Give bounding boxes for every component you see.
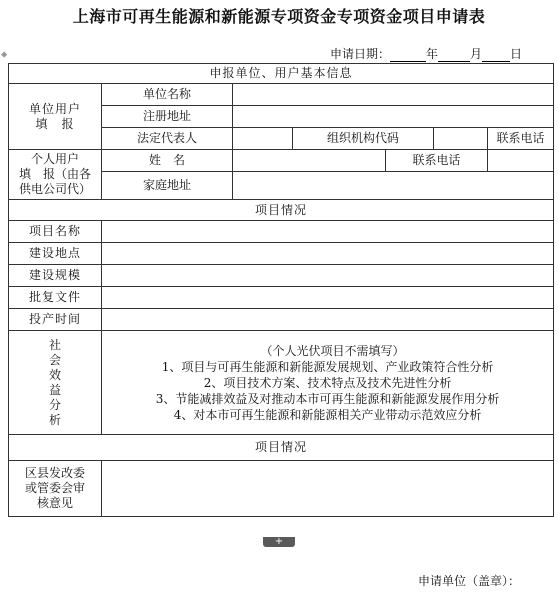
unit-phone-label: 联系电话 [488, 128, 554, 150]
analysis-item: 3、节能减排效益及对推动本市可再生能源和新能源发展作用分析 [155, 391, 500, 406]
organization-code-field[interactable] [434, 128, 488, 150]
personal-phone-field[interactable] [488, 150, 554, 172]
applicant-seal-label: 申请单位（盖章）： [418, 574, 521, 588]
day-label: 日 [510, 47, 523, 61]
personal-phone-label: 联系电话 [386, 150, 488, 172]
social-benefit-analysis-label-text: 社 会 效 益 分 析 [48, 337, 61, 427]
form-title: 上海市可再生能源和新能源专项资金专项资金项目申请表 [72, 7, 486, 26]
unit-name-label: 单位名称 [102, 84, 233, 106]
district-review-field[interactable] [102, 461, 554, 517]
registered-address-field[interactable] [233, 106, 554, 128]
construction-site-label: 建设地点 [9, 243, 102, 265]
construction-scale-label: 建设规模 [9, 265, 102, 287]
project-name-field[interactable] [102, 221, 554, 243]
applicant-info-section-header: 申报单位、用户基本信息 [9, 64, 554, 84]
year-blank[interactable] [390, 49, 426, 62]
person-name-field[interactable] [233, 150, 386, 172]
registered-address-label: 注册地址 [102, 106, 233, 128]
expand-button[interactable]: + [263, 537, 295, 547]
home-address-label: 家庭地址 [102, 172, 233, 200]
approval-document-label: 批复文件 [9, 287, 102, 309]
project-name-label: 项目名称 [9, 221, 102, 243]
unit-name-field[interactable] [233, 84, 554, 106]
corner-marker-icon: ⬥ [1, 50, 8, 60]
year-label: 年 [426, 47, 439, 61]
analysis-item: 1、项目与可再生能源和新能源发展规划、产业政策符合性分析 [161, 359, 494, 374]
day-blank[interactable] [482, 49, 510, 62]
analysis-note: （个人光伏项目不需填写） [260, 343, 405, 358]
application-form-table [8, 63, 554, 517]
legal-representative-field[interactable] [233, 128, 293, 150]
organization-code-label: 组织机构代码 [293, 128, 434, 150]
person-name-label: 姓 名 [102, 150, 233, 172]
month-blank[interactable] [438, 49, 470, 62]
construction-scale-field[interactable] [102, 265, 554, 287]
analysis-item: 2、项目技术方案、技术特点及技术先进性分析 [203, 375, 452, 390]
approval-document-field[interactable] [102, 287, 554, 309]
personal-user-label [9, 150, 102, 200]
project-section-header: 项目情况 [9, 200, 554, 221]
district-review-label [9, 461, 102, 517]
legal-representative-label: 法定代表人 [102, 128, 233, 150]
analysis-item: 4、对本市可再生能源和新能源相关产业带动示范效应分析 [173, 407, 482, 422]
production-date-label: 投产时间 [9, 309, 102, 331]
review-section-header: 项目情况 [9, 435, 554, 461]
month-label: 月 [470, 47, 483, 61]
home-address-field[interactable] [233, 172, 554, 200]
social-benefit-analysis-field[interactable] [102, 331, 554, 435]
unit-user-label [9, 84, 102, 150]
application-date-label: 申请日期： [330, 47, 391, 61]
construction-site-field[interactable] [102, 243, 554, 265]
social-benefit-analysis-label [9, 331, 102, 435]
district-review-label-text: 区县发改委 或管委会审 核意见 [24, 466, 85, 510]
unit-user-label-text: 单位用户 填 报 [28, 101, 81, 131]
production-date-field[interactable] [102, 309, 554, 331]
application-date-line [330, 45, 522, 62]
personal-user-label-text: 个人用户 填 报（由各 供电公司代） [18, 152, 91, 196]
